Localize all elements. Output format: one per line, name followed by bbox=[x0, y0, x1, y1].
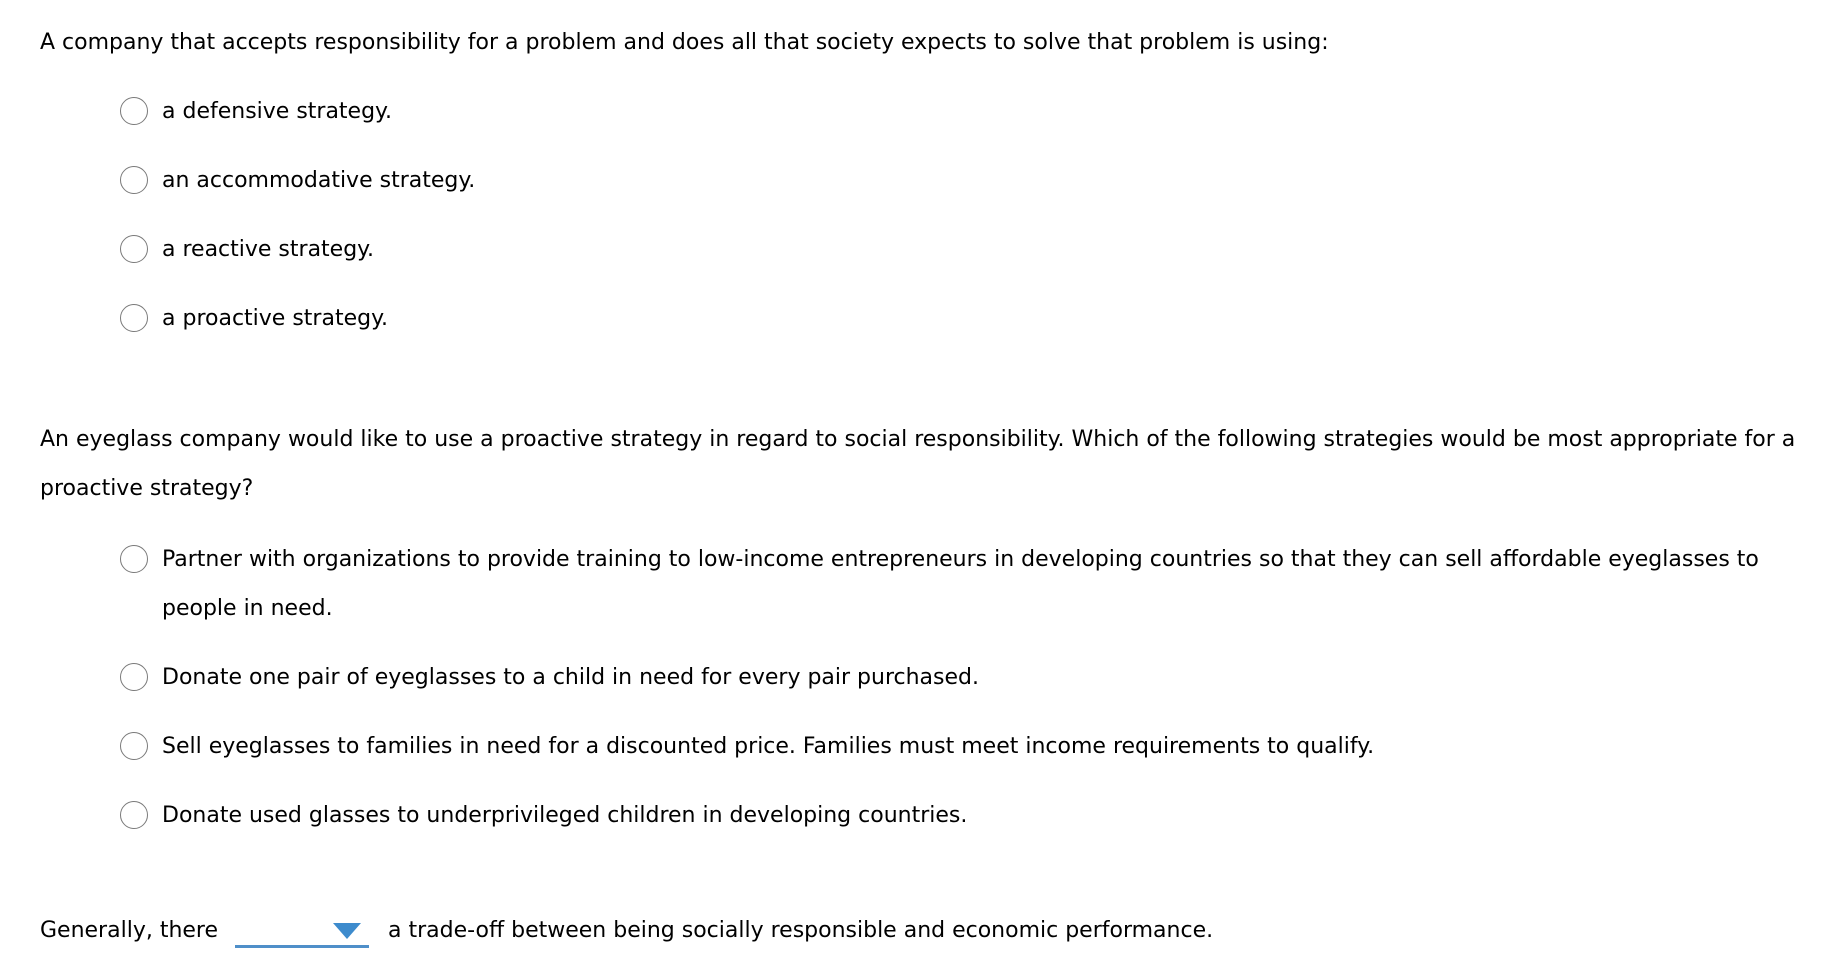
option-label: Donate one pair of eyeglasses to a child in need for every pair purchased. bbox=[162, 665, 979, 690]
option-label: a defensive strategy. bbox=[162, 99, 392, 124]
question-1 bbox=[40, 18, 1800, 343]
radio-button[interactable] bbox=[120, 663, 148, 691]
radio-button[interactable] bbox=[120, 545, 148, 573]
quiz-page bbox=[40, 18, 1800, 955]
question-2-option-b[interactable] bbox=[120, 653, 1800, 702]
option-label: Donate used glasses to underprivileged children in developing countries. bbox=[162, 803, 968, 828]
option-label: a reactive strategy. bbox=[162, 237, 375, 262]
option-label: Partner with organizations to provide training to low-income entrepreneurs in developing countries so that they can sell affordable eyeglasses to people in need. bbox=[162, 547, 1759, 621]
question-2-text: An eyeglass company would like to use a proactive strategy in regard to social responsibility. Which of the following strategies would be most appropriate for a proactive strategy? bbox=[40, 427, 1796, 501]
question-1-option-a[interactable] bbox=[120, 87, 1800, 136]
question-1-text: A company that accepts responsibility for a problem and does all that society expects to solve that problem is using: bbox=[40, 30, 1329, 55]
question-2-options bbox=[40, 535, 1800, 840]
question-1-option-c[interactable] bbox=[120, 225, 1800, 274]
question-1-option-d[interactable] bbox=[120, 294, 1800, 343]
question-3-text-before: Generally, there bbox=[40, 918, 219, 943]
option-label: an accommodative strategy. bbox=[162, 168, 476, 193]
question-1-options bbox=[40, 87, 1800, 343]
radio-button[interactable] bbox=[120, 97, 148, 125]
question-2-option-d[interactable] bbox=[120, 791, 1800, 840]
question-2-option-c[interactable] bbox=[120, 722, 1800, 771]
radio-button[interactable] bbox=[120, 732, 148, 760]
question-3 bbox=[40, 906, 1800, 955]
radio-button[interactable] bbox=[120, 801, 148, 829]
answer-dropdown[interactable] bbox=[235, 915, 369, 948]
question-1-option-b[interactable] bbox=[120, 156, 1800, 205]
radio-button[interactable] bbox=[120, 235, 148, 263]
question-2 bbox=[40, 415, 1800, 840]
question-3-text-after: a trade-off between being socially responsible and economic performance. bbox=[388, 918, 1214, 943]
radio-button[interactable] bbox=[120, 304, 148, 332]
radio-button[interactable] bbox=[120, 166, 148, 194]
triangle-down-icon[interactable] bbox=[333, 923, 361, 939]
option-label: a proactive strategy. bbox=[162, 306, 388, 331]
question-2-option-a[interactable] bbox=[120, 535, 1800, 633]
option-label: Sell eyeglasses to families in need for a discounted price. Families must meet income requirements to qualify. bbox=[162, 734, 1375, 759]
